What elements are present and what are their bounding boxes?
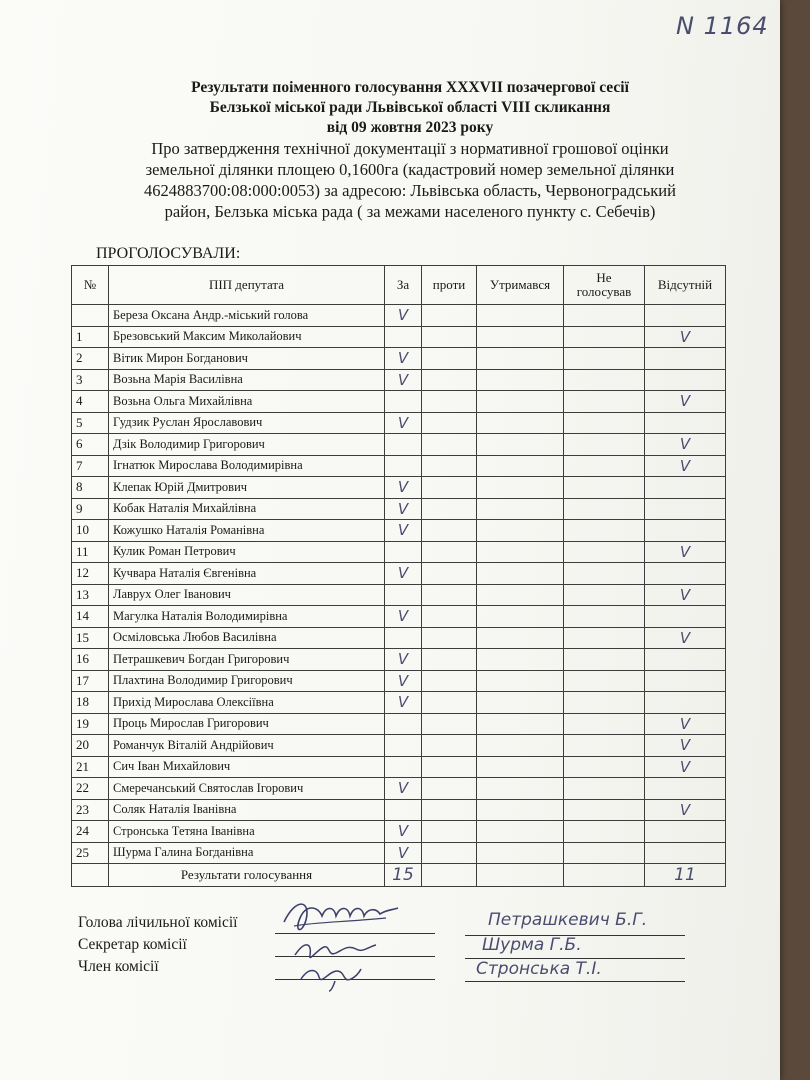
table-row — [72, 541, 726, 563]
row-utrymavsia-mark — [477, 735, 564, 757]
row-utrymavsia-mark — [477, 391, 564, 413]
row-proty-mark — [422, 455, 477, 477]
row-num — [72, 305, 109, 327]
table-row — [72, 498, 726, 520]
row-utrymavsia-mark — [477, 713, 564, 735]
totals-utrymavsia — [477, 864, 564, 887]
row-deputy-name: Шурма Галина Богданівна — [109, 842, 385, 864]
row-vidsutnii-mark — [645, 520, 726, 542]
row-num: 24 — [72, 821, 109, 843]
table-header-row — [72, 266, 726, 305]
row-deputy-name: Вітик Мирон Богданович — [109, 348, 385, 370]
row-num: 19 — [72, 713, 109, 735]
totals-za: 15 — [385, 864, 422, 887]
row-ne-holosuvav-mark — [564, 735, 645, 757]
row-utrymavsia-mark — [477, 541, 564, 563]
row-num: 13 — [72, 584, 109, 606]
row-num: 17 — [72, 670, 109, 692]
row-ne-holosuvav-mark — [564, 692, 645, 714]
row-ne-holosuvav-mark — [564, 756, 645, 778]
title-block — [60, 78, 760, 222]
table-row — [72, 606, 726, 628]
row-num: 2 — [72, 348, 109, 370]
row-vidsutnii-mark: V — [645, 541, 726, 563]
table-body — [72, 305, 726, 864]
row-deputy-name: Береза Оксана Андр.-міський голова — [109, 305, 385, 327]
totals-proty — [422, 864, 477, 887]
member-name-handwritten: Стронська Т.І. — [476, 959, 602, 979]
row-ne-holosuvav-mark — [564, 348, 645, 370]
member-signature-scribble — [295, 957, 365, 993]
row-proty-mark — [422, 305, 477, 327]
row-num: 25 — [72, 842, 109, 864]
row-proty-mark — [422, 412, 477, 434]
row-ne-holosuvav-mark — [564, 541, 645, 563]
title-line-2: Белзької міської ради Львівської області VIII скликання — [209, 99, 611, 116]
row-deputy-name: Проць Мирослав Григорович — [109, 713, 385, 735]
row-za-mark — [385, 756, 422, 778]
header-ne-holosuvav: Не голосував — [564, 266, 645, 305]
row-za-mark: V — [385, 649, 422, 671]
row-ne-holosuvav-mark — [564, 799, 645, 821]
row-deputy-name: Кучвара Наталія Євгенівна — [109, 563, 385, 585]
row-za-mark: V — [385, 477, 422, 499]
row-utrymavsia-mark — [477, 563, 564, 585]
row-proty-mark — [422, 391, 477, 413]
row-vidsutnii-mark — [645, 498, 726, 520]
row-deputy-name: Клепак Юрій Дмитрович — [109, 477, 385, 499]
table-row — [72, 369, 726, 391]
table-row — [72, 455, 726, 477]
row-proty-mark — [422, 606, 477, 628]
row-ne-holosuvav-mark — [564, 477, 645, 499]
row-za-mark: V — [385, 692, 422, 714]
row-num: 6 — [72, 434, 109, 456]
row-ne-holosuvav-mark — [564, 627, 645, 649]
row-num: 22 — [72, 778, 109, 800]
row-num: 14 — [72, 606, 109, 628]
row-vidsutnii-mark — [645, 477, 726, 499]
row-vidsutnii-mark — [645, 842, 726, 864]
row-num: 7 — [72, 455, 109, 477]
row-deputy-name: Возьна Ольга Михайлівна — [109, 391, 385, 413]
row-za-mark: V — [385, 670, 422, 692]
row-utrymavsia-mark — [477, 778, 564, 800]
row-deputy-name: Ігнатюк Мирослава Володимирівна — [109, 455, 385, 477]
row-proty-mark — [422, 649, 477, 671]
row-vidsutnii-mark: V — [645, 391, 726, 413]
row-num: 12 — [72, 563, 109, 585]
row-num: 1 — [72, 326, 109, 348]
row-vidsutnii-mark — [645, 563, 726, 585]
row-utrymavsia-mark — [477, 348, 564, 370]
row-utrymavsia-mark — [477, 821, 564, 843]
row-num: 4 — [72, 391, 109, 413]
row-ne-holosuvav-mark — [564, 434, 645, 456]
row-deputy-name: Петрашкевич Богдан Григорович — [109, 649, 385, 671]
row-proty-mark — [422, 498, 477, 520]
row-vidsutnii-mark: V — [645, 455, 726, 477]
table-row — [72, 520, 726, 542]
table-row — [72, 584, 726, 606]
row-vidsutnii-mark: V — [645, 584, 726, 606]
row-za-mark: V — [385, 498, 422, 520]
row-proty-mark — [422, 842, 477, 864]
row-vidsutnii-mark — [645, 369, 726, 391]
header-utrymavsia: Утримався — [477, 266, 564, 305]
row-vidsutnii-mark: V — [645, 434, 726, 456]
subject-line-2: земельної ділянки площею 0,1600га (кадастровий номер земельної ділянки — [145, 160, 675, 179]
row-za-mark — [385, 584, 422, 606]
voting-table — [71, 265, 726, 887]
row-za-mark — [385, 799, 422, 821]
row-za-mark: V — [385, 842, 422, 864]
header-num: № — [72, 266, 109, 305]
row-za-mark — [385, 627, 422, 649]
row-za-mark: V — [385, 305, 422, 327]
row-vidsutnii-mark — [645, 606, 726, 628]
row-utrymavsia-mark — [477, 606, 564, 628]
row-num: 23 — [72, 799, 109, 821]
row-proty-mark — [422, 692, 477, 714]
row-utrymavsia-mark — [477, 649, 564, 671]
table-row — [72, 305, 726, 327]
row-proty-mark — [422, 434, 477, 456]
row-deputy-name: Кожушко Наталія Романівна — [109, 520, 385, 542]
row-utrymavsia-mark — [477, 520, 564, 542]
row-utrymavsia-mark — [477, 477, 564, 499]
row-deputy-name: Плахтина Володимир Григорович — [109, 670, 385, 692]
table-row — [72, 326, 726, 348]
table-row — [72, 477, 726, 499]
row-utrymavsia-mark — [477, 692, 564, 714]
row-za-mark: V — [385, 520, 422, 542]
row-proty-mark — [422, 756, 477, 778]
row-proty-mark — [422, 821, 477, 843]
row-utrymavsia-mark — [477, 756, 564, 778]
row-num: 20 — [72, 735, 109, 757]
row-deputy-name: Романчук Віталій Андрійович — [109, 735, 385, 757]
row-deputy-name: Соляк Наталія Іванівна — [109, 799, 385, 821]
row-ne-holosuvav-mark — [564, 305, 645, 327]
totals-vidsutnii: 11 — [645, 864, 726, 887]
row-utrymavsia-mark — [477, 434, 564, 456]
member-name-line — [465, 981, 685, 982]
row-proty-mark — [422, 799, 477, 821]
row-za-mark: V — [385, 606, 422, 628]
row-vidsutnii-mark: V — [645, 326, 726, 348]
row-ne-holosuvav-mark — [564, 584, 645, 606]
table-row — [72, 842, 726, 864]
row-vidsutnii-mark — [645, 412, 726, 434]
row-proty-mark — [422, 735, 477, 757]
table-row — [72, 778, 726, 800]
signature-block — [78, 912, 237, 978]
voted-label: ПРОГОЛОСУВАЛИ: — [96, 245, 241, 262]
row-utrymavsia-mark — [477, 305, 564, 327]
row-ne-holosuvav-mark — [564, 520, 645, 542]
table-row — [72, 821, 726, 843]
row-num: 9 — [72, 498, 109, 520]
row-proty-mark — [422, 713, 477, 735]
row-deputy-name: Лаврух Олег Іванович — [109, 584, 385, 606]
row-vidsutnii-mark — [645, 305, 726, 327]
row-utrymavsia-mark — [477, 799, 564, 821]
row-ne-holosuvav-mark — [564, 455, 645, 477]
row-za-mark: V — [385, 412, 422, 434]
table-row — [72, 434, 726, 456]
row-vidsutnii-mark — [645, 692, 726, 714]
row-ne-holosuvav-mark — [564, 563, 645, 585]
row-num: 5 — [72, 412, 109, 434]
row-za-mark — [385, 391, 422, 413]
row-proty-mark — [422, 563, 477, 585]
row-utrymavsia-mark — [477, 369, 564, 391]
row-proty-mark — [422, 670, 477, 692]
header-za: За — [385, 266, 422, 305]
row-vidsutnii-mark: V — [645, 799, 726, 821]
subject-line-3: 4624883700:08:000:0053) за адресою: Львівська область, Червоноградський — [144, 181, 676, 200]
table-row — [72, 563, 726, 585]
table-row — [72, 627, 726, 649]
row-utrymavsia-mark — [477, 627, 564, 649]
row-za-mark — [385, 434, 422, 456]
subject-line-1: Про затвердження технічної документації з нормативної грошової оцінки — [151, 139, 669, 158]
table-row — [72, 692, 726, 714]
row-num: 15 — [72, 627, 109, 649]
row-ne-holosuvav-mark — [564, 326, 645, 348]
row-ne-holosuvav-mark — [564, 606, 645, 628]
row-utrymavsia-mark — [477, 842, 564, 864]
row-num: 10 — [72, 520, 109, 542]
table-row — [72, 348, 726, 370]
row-za-mark: V — [385, 563, 422, 585]
title-line-3: від 09 жовтня 2023 року — [326, 119, 494, 136]
row-vidsutnii-mark: V — [645, 756, 726, 778]
table-row — [72, 670, 726, 692]
row-utrymavsia-mark — [477, 412, 564, 434]
row-za-mark — [385, 541, 422, 563]
header-name: ПІП депутата — [109, 266, 385, 305]
row-proty-mark — [422, 477, 477, 499]
table-row — [72, 412, 726, 434]
row-za-mark: V — [385, 778, 422, 800]
totals-ne-holosuvav — [564, 864, 645, 887]
chair-label: Голова лічильної комісії — [78, 914, 238, 931]
row-deputy-name: Брезовський Максим Миколайович — [109, 326, 385, 348]
table-row — [72, 799, 726, 821]
row-num: 8 — [72, 477, 109, 499]
row-num: 21 — [72, 756, 109, 778]
chair-name-handwritten: Петрашкевич Б.Г. — [488, 910, 648, 930]
table-row — [72, 713, 726, 735]
row-utrymavsia-mark — [477, 584, 564, 606]
row-vidsutnii-mark — [645, 778, 726, 800]
row-num: 18 — [72, 692, 109, 714]
row-utrymavsia-mark — [477, 498, 564, 520]
row-ne-holosuvav-mark — [564, 412, 645, 434]
row-za-mark: V — [385, 821, 422, 843]
row-num: 11 — [72, 541, 109, 563]
table-row — [72, 756, 726, 778]
row-za-mark — [385, 713, 422, 735]
row-ne-holosuvav-mark — [564, 649, 645, 671]
row-proty-mark — [422, 369, 477, 391]
row-vidsutnii-mark: V — [645, 713, 726, 735]
table-row — [72, 649, 726, 671]
row-ne-holosuvav-mark — [564, 670, 645, 692]
totals-label: Результати голосування — [109, 864, 385, 887]
row-proty-mark — [422, 584, 477, 606]
row-za-mark — [385, 455, 422, 477]
row-deputy-name: Кобак Наталія Михайлівна — [109, 498, 385, 520]
table-row — [72, 735, 726, 757]
row-proty-mark — [422, 348, 477, 370]
totals-row — [72, 864, 726, 887]
totals-num — [72, 864, 109, 887]
document-number: N 1164 — [676, 12, 769, 40]
row-vidsutnii-mark — [645, 649, 726, 671]
row-vidsutnii-mark: V — [645, 735, 726, 757]
title-line-1: Результати поіменного голосування XXXVII позачергової сесії — [191, 79, 629, 96]
row-ne-holosuvav-mark — [564, 778, 645, 800]
row-proty-mark — [422, 326, 477, 348]
row-ne-holosuvav-mark — [564, 391, 645, 413]
row-utrymavsia-mark — [477, 455, 564, 477]
row-ne-holosuvav-mark — [564, 498, 645, 520]
row-vidsutnii-mark — [645, 348, 726, 370]
row-deputy-name: Магулка Наталія Володимирівна — [109, 606, 385, 628]
row-deputy-name: Возьна Марія Василівна — [109, 369, 385, 391]
member-label: Член комісії — [78, 958, 159, 975]
row-num: 16 — [72, 649, 109, 671]
row-ne-holosuvav-mark — [564, 842, 645, 864]
row-deputy-name: Смеречанський Святослав Ігорович — [109, 778, 385, 800]
row-vidsutnii-mark: V — [645, 627, 726, 649]
subject-line-4: район, Белзька міська рада ( за межами населеного пункту с. Себечів) — [164, 202, 656, 221]
row-za-mark — [385, 326, 422, 348]
row-utrymavsia-mark — [477, 670, 564, 692]
row-za-mark: V — [385, 348, 422, 370]
row-ne-holosuvav-mark — [564, 713, 645, 735]
secretary-name-handwritten: Шурма Г.Б. — [482, 935, 582, 955]
row-proty-mark — [422, 520, 477, 542]
row-deputy-name: Осміловська Любов Василівна — [109, 627, 385, 649]
row-deputy-name: Сич Іван Михайлович — [109, 756, 385, 778]
header-vidsutnii: Відсутній — [645, 266, 726, 305]
row-vidsutnii-mark — [645, 670, 726, 692]
row-vidsutnii-mark — [645, 821, 726, 843]
row-deputy-name: Стронська Тетяна Іванівна — [109, 821, 385, 843]
row-proty-mark — [422, 778, 477, 800]
row-za-mark — [385, 735, 422, 757]
row-ne-holosuvav-mark — [564, 369, 645, 391]
row-proty-mark — [422, 541, 477, 563]
row-num: 3 — [72, 369, 109, 391]
table-row — [72, 391, 726, 413]
secretary-label: Секретар комісії — [78, 936, 187, 953]
header-proty: проти — [422, 266, 477, 305]
row-deputy-name: Кулик Роман Петрович — [109, 541, 385, 563]
row-ne-holosuvav-mark — [564, 821, 645, 843]
row-proty-mark — [422, 627, 477, 649]
row-deputy-name: Гудзик Руслан Ярославович — [109, 412, 385, 434]
row-utrymavsia-mark — [477, 326, 564, 348]
row-deputy-name: Прихід Мирослава Олексіївна — [109, 692, 385, 714]
row-deputy-name: Дзік Володимир Григорович — [109, 434, 385, 456]
row-za-mark: V — [385, 369, 422, 391]
